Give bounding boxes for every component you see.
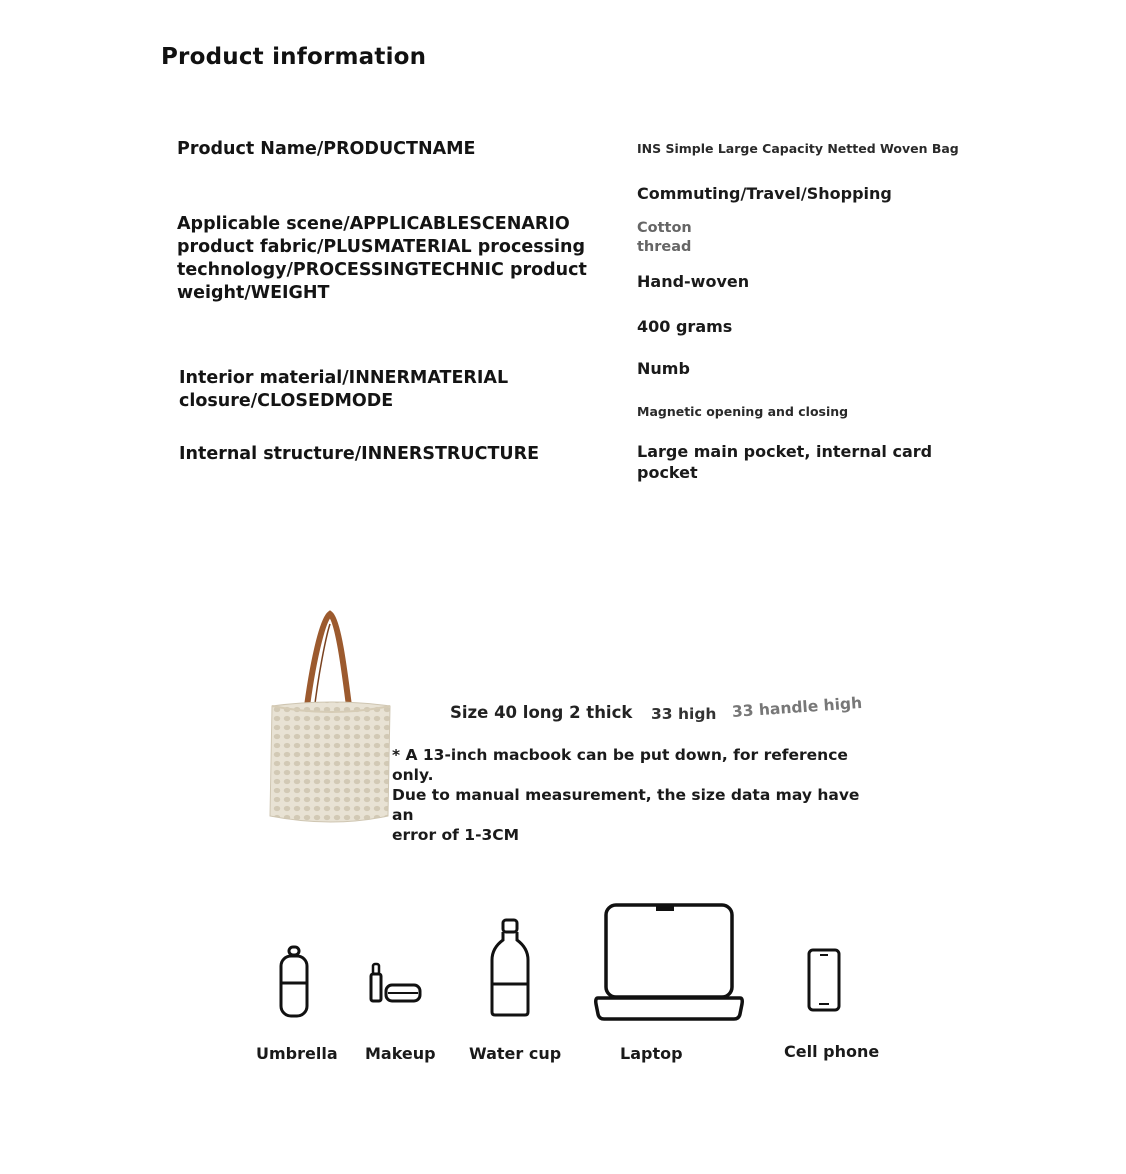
page-title: Product information xyxy=(161,44,427,70)
umbrella-icon xyxy=(276,945,312,1019)
value-technique: Hand-woven xyxy=(637,272,750,291)
label-spec-group xyxy=(177,213,587,305)
value-closure: Magnetic opening and closing xyxy=(637,404,849,419)
label-fabric: product fabric/PLUSMATERIAL processing xyxy=(177,237,586,257)
value-structure-line1: Large main pocket, internal card xyxy=(637,442,933,461)
value-scene: Commuting/Travel/Shopping xyxy=(637,184,892,203)
size-note xyxy=(392,745,872,845)
label-applicable-scene: Applicable scene/APPLICABLESCENARIO xyxy=(177,214,570,234)
value-interior: Numb xyxy=(637,359,690,378)
value-structure xyxy=(637,441,932,483)
value-weight: 400 grams xyxy=(637,317,733,336)
label-cell-phone: Cell phone xyxy=(784,1042,880,1061)
size-handle-height: 33 handle high xyxy=(731,693,863,721)
label-weight: weight/WEIGHT xyxy=(177,283,330,303)
value-fabric-line2: thread xyxy=(637,239,692,255)
size-note-line1: * A 13-inch macbook can be put down, for reference only. xyxy=(392,746,848,784)
label-product-name: Product Name/PRODUCTNAME xyxy=(177,139,476,159)
value-product-name: INS Simple Large Capacity Netted Woven Bag xyxy=(637,141,959,156)
label-laptop: Laptop xyxy=(620,1044,683,1063)
label-technique: technology/PROCESSINGTECHNIC product xyxy=(177,260,587,280)
value-fabric xyxy=(637,219,692,257)
size-dimensions: Size 40 long 2 thick xyxy=(450,703,633,722)
value-fabric-line1: Cotton xyxy=(637,220,692,236)
value-structure-line2: pocket xyxy=(637,463,698,482)
cell-phone-icon xyxy=(807,948,841,1012)
label-interior-material: Interior material/INNERMATERIAL xyxy=(179,368,509,388)
label-umbrella: Umbrella xyxy=(256,1044,338,1063)
label-makeup: Makeup xyxy=(365,1044,436,1063)
label-water-cup: Water cup xyxy=(469,1044,562,1063)
makeup-icon xyxy=(366,962,426,1004)
size-note-line2: Due to manual measurement, the size data may have an xyxy=(392,786,860,824)
laptop-icon xyxy=(594,902,744,1024)
label-closure: closure/CLOSEDMODE xyxy=(179,391,394,411)
label-interior-group xyxy=(179,367,508,413)
size-note-line3: error of 1-3CM xyxy=(392,826,520,844)
label-internal-structure: Internal structure/INNERSTRUCTURE xyxy=(179,444,540,464)
water-bottle-icon xyxy=(488,918,532,1018)
bag-image xyxy=(262,606,402,836)
size-height: 33 high xyxy=(651,705,717,723)
